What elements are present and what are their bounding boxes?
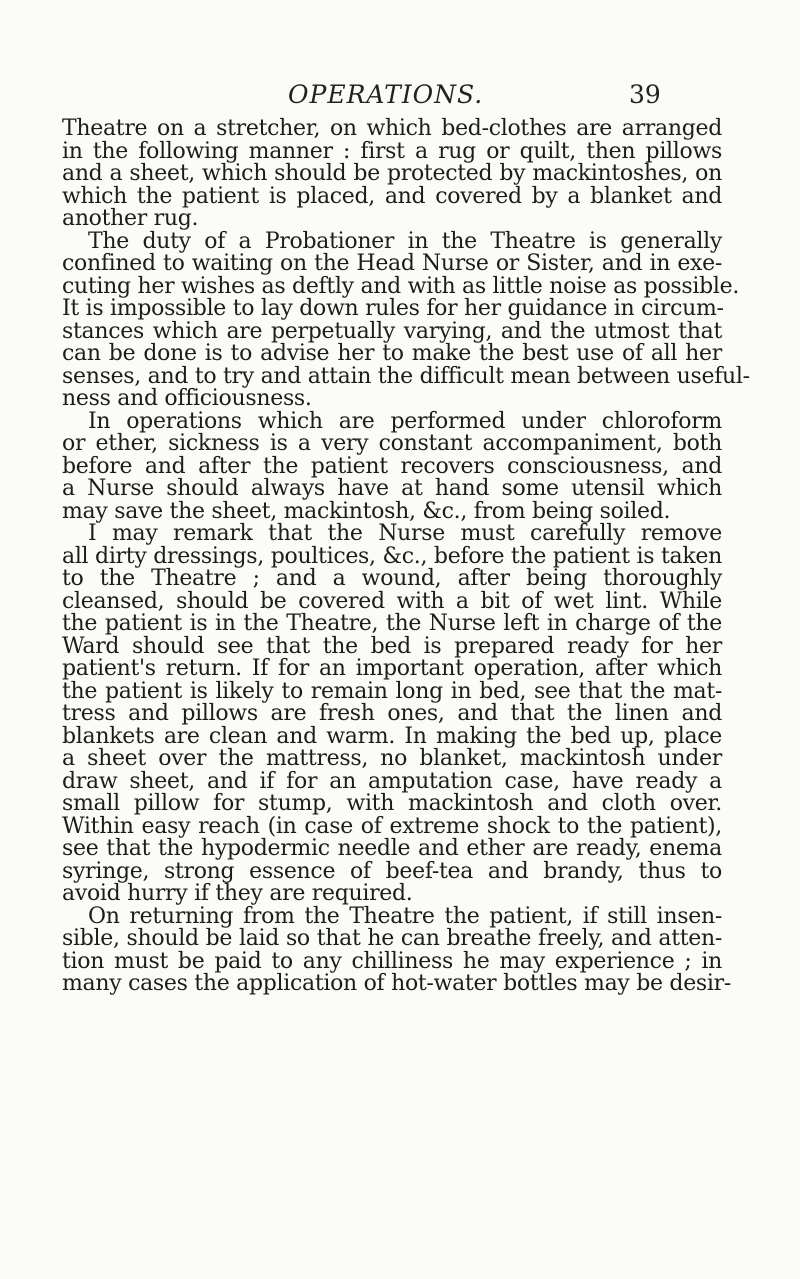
text-line: small pillow for stump, with mackintosh and cloth over. (62, 791, 722, 816)
text-line: tion must be paid to any chilliness he may experience ; in (62, 948, 722, 974)
text-line: confined to waiting on the Head Nurse or Sister, and in exe- (62, 251, 722, 276)
text-line: syringe, strong essence of beef-tea and brandy, thus to (62, 858, 722, 884)
text-line: draw sheet, and if for an amputation case, have ready a (62, 768, 722, 794)
text-line: On returning from the Theatre the patient, if still insen- (88, 903, 722, 929)
text-line: I may remark that the Nurse must carefully remove (88, 521, 722, 546)
text-line: the patient is in the Theatre, the Nurse left in charge of the (62, 611, 722, 636)
text-line: and a sheet, which should be protected by mackintoshes, on (62, 161, 722, 186)
running-title: OPERATIONS. (288, 80, 484, 109)
text-line: In operations which are performed under chloroform (88, 408, 722, 434)
text-line: another rug. (62, 206, 199, 231)
text-line: patient's return. If for an important operation, after which (62, 656, 722, 681)
text-line: before and after the patient recovers consciousness, and (62, 453, 722, 479)
text-line: see that the hypodermic needle and ether are ready, enema (62, 836, 722, 861)
text-line: a sheet over the mattress, no blanket, mackintosh under (62, 746, 722, 771)
text-line: a Nurse should always have at hand some utensil which (62, 476, 722, 501)
text-line: which the patient is placed, and covered by a blanket and (62, 183, 722, 209)
text-line: stances which are perpetually varying, and the utmost that (62, 318, 722, 344)
text-line: The duty of a Probationer in the Theatre is generally (88, 228, 722, 254)
text-line: ness and officiousness. (62, 386, 312, 411)
text-line: can be done is to advise her to make the best use of all her (62, 341, 722, 366)
text-line: to the Theatre ; and a wound, after being thoroughly (62, 566, 722, 591)
text-line: all dirty dressings, poultices, &c., before the patient is taken (62, 543, 722, 569)
text-line: cleansed, should be covered with a bit of wet lint. While (62, 588, 722, 614)
text-line: avoid hurry if they are required. (62, 881, 413, 906)
text-line: senses, and to try and attain the difficult mean between useful- (62, 363, 750, 389)
text-line: may save the sheet, mackintosh, &c., from being soiled. (62, 498, 671, 524)
text-line: in the following manner : first a rug or quilt, then pillows (62, 138, 722, 164)
text-line: Within easy reach (in case of extreme shock to the patient), (62, 813, 722, 839)
text-line: many cases the application of hot-water bottles may be desir- (62, 971, 732, 996)
body-text (62, 116, 750, 996)
text-line: Theatre on a stretcher, on which bed-clothes are arranged (62, 116, 722, 141)
text-line: sible, should be laid so that he can breathe freely, and atten- (62, 926, 722, 951)
text-line: blankets are clean and warm. In making the bed up, place (62, 723, 722, 749)
text-line: It is impossible to lay down rules for her guidance in circum- (62, 296, 724, 321)
text-line: Ward should see that the bed is prepared ready for her (62, 633, 722, 659)
text-line: cuting her wishes as deftly and with as little noise as possible. (62, 273, 740, 299)
page-number: 39 (629, 80, 661, 109)
text-line: the patient is likely to remain long in bed, see that the mat- (62, 678, 722, 704)
text-line: tress and pillows are fresh ones, and that the linen and (62, 701, 722, 726)
text-line: or ether, sickness is a very constant accompaniment, both (62, 431, 722, 456)
